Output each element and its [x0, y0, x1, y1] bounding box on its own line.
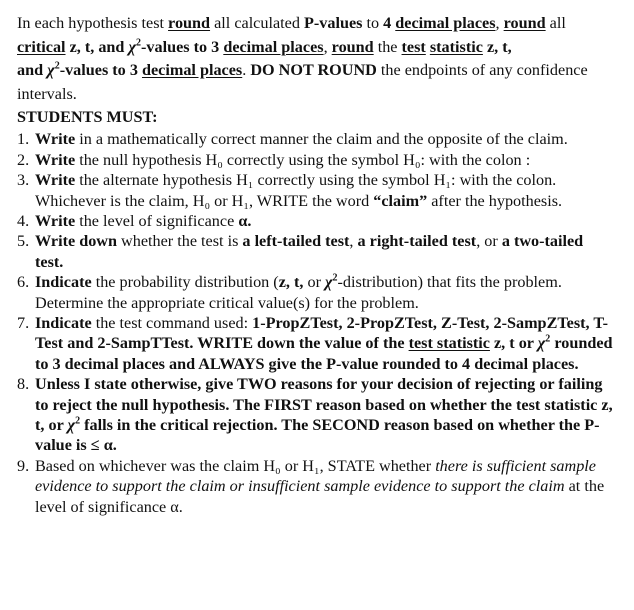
- intro-text: all calculated: [210, 14, 304, 32]
- step-5: [17, 231, 614, 272]
- intro-values: -values to: [59, 61, 130, 80]
- superscript: 2: [75, 415, 81, 427]
- intro-text: ,: [323, 37, 332, 56]
- step-text: at the level of significance α.: [35, 477, 605, 516]
- step-text: , or: [476, 232, 502, 251]
- step-number: 2.: [17, 150, 30, 169]
- step-7: [17, 313, 614, 374]
- chi-symbol: χ: [47, 61, 55, 80]
- step-number: 1.: [17, 130, 30, 149]
- two-tailed-text: a two-tailed test.: [35, 232, 584, 271]
- intro-round: round: [503, 14, 546, 32]
- intro-round: round: [168, 14, 211, 32]
- intro-pvalues: P-values: [303, 14, 363, 32]
- step-number: 8.: [17, 375, 30, 394]
- intro-round: round: [331, 37, 374, 56]
- step-italic-text: there is sufficient sample evidence to support the claim or insufficient sample evidence to support the claim: [35, 456, 596, 496]
- intro-decimal-places: decimal places: [141, 61, 243, 80]
- alpha-symbol: α.: [238, 212, 252, 230]
- step-9: [17, 456, 614, 517]
- step-text: the level of significance: [75, 212, 239, 230]
- intro-critical: critical: [17, 37, 66, 56]
- step-text: the probability distribution (: [91, 273, 279, 292]
- step-verb: Write: [35, 171, 76, 190]
- step-4: [17, 211, 614, 231]
- step-3: [17, 170, 614, 211]
- step-1: [17, 129, 614, 149]
- students-must-heading: STUDENTS MUST:: [17, 108, 158, 127]
- step-text: ,: [349, 232, 358, 251]
- step-2: [17, 150, 614, 170]
- chi-symbol: χ: [325, 273, 333, 292]
- intro-zt: z, t,: [482, 37, 512, 56]
- step-number: 7.: [17, 314, 30, 333]
- intro-text: In each hypothesis test: [17, 14, 169, 32]
- test-statistic-text: test statistic: [408, 334, 490, 353]
- intro-decimal-places: decimal places: [395, 14, 496, 32]
- chi-symbol: χ: [67, 416, 76, 435]
- step-number: 9.: [17, 456, 30, 475]
- intro-do-not-round: DO NOT ROUND: [250, 61, 377, 80]
- left-tailed-text: a left-tailed test: [242, 232, 350, 251]
- step-claim-word: “claim”: [373, 191, 428, 210]
- intro-test: test: [401, 37, 426, 56]
- step-verb: Indicate: [35, 314, 92, 333]
- step-number: 5.: [17, 232, 30, 251]
- intro-text: the: [373, 37, 402, 56]
- intro-three: 3: [211, 37, 224, 56]
- step-verb: Write: [35, 212, 76, 230]
- intro-values: -values to: [141, 37, 212, 56]
- step-zt: z, t,: [278, 273, 304, 292]
- superscript: 2: [332, 272, 338, 284]
- intro-statistic: statistic: [429, 37, 483, 56]
- step-text: whether the test is: [117, 232, 243, 251]
- chi-symbol: χ: [128, 37, 137, 56]
- step-6: [17, 272, 614, 313]
- intro-four: 4: [383, 14, 396, 32]
- intro-text: all: [545, 14, 566, 32]
- step-8: [17, 374, 614, 456]
- chi-symbol: χ: [537, 334, 546, 353]
- step-number: 4.: [17, 212, 30, 230]
- step-text: -distribution) that fits the problem. Determine the appropriate critical value(s) for the problem.: [35, 273, 562, 312]
- superscript: 2: [54, 60, 60, 72]
- step-text: the alternate hypothesis H₁ correctly using the symbol H₁: with the colon. Whichever is the claim, H₀ or H₁, WRITE the word: [35, 171, 557, 210]
- step-text: the test command used:: [91, 314, 253, 333]
- step-text: Based on whichever was the claim H₀ or H₁, STATE whether: [35, 456, 436, 475]
- step-bold-text: Unless I state otherwise, give TWO reasons for your decision of rejecting or failing to reject the null hypothesis. The FIRST reason based on whether the test statistic z, t, or: [35, 375, 613, 435]
- step-commands: 1-PropZTest, 2-PropZTest, Z-Test, 2-SampZTest, T-Test and 2-SampTTest. WRITE down the value of the: [35, 314, 609, 353]
- step-verb: Write: [35, 130, 76, 149]
- intro-and: and: [17, 61, 48, 80]
- intro-decimal-places: decimal places: [223, 37, 324, 56]
- step-bold-text: z, t or: [489, 334, 538, 353]
- intro-text: the endpoints of any confidence intervals.: [17, 61, 588, 103]
- step-text: or: [303, 273, 325, 292]
- step-text: after the hypothesis.: [427, 191, 563, 210]
- step-bold-text: rounded to 3 decimal places and ALWAYS give the P-value rounded to 4 decimal places.: [35, 334, 613, 373]
- steps-list: [17, 129, 614, 517]
- right-tailed-text: a right-tailed test: [357, 232, 477, 251]
- intro-text: .: [242, 61, 251, 80]
- intro-three: 3: [129, 61, 142, 80]
- step-verb: Write down: [35, 232, 117, 251]
- step-text: in a mathematically correct manner the claim and the opposite of the claim.: [75, 130, 568, 149]
- step-text: the null hypothesis H₀ correctly using the symbol H₀: with the colon :: [75, 150, 531, 169]
- intro-text: to: [362, 14, 384, 32]
- step-number: 6.: [17, 273, 30, 292]
- superscript: 2: [545, 334, 551, 346]
- step-verb: Write: [35, 150, 76, 169]
- step-bold-text: falls in the critical rejection. The SECOND reason based on whether the P-value is ≤ α.: [35, 416, 600, 455]
- intro-zt: z, t, and: [65, 37, 129, 56]
- intro-text: ,: [495, 14, 504, 32]
- intro-paragraph: [17, 12, 614, 106]
- step-verb: Indicate: [35, 273, 92, 292]
- step-number: 3.: [17, 171, 30, 190]
- superscript: 2: [136, 37, 142, 49]
